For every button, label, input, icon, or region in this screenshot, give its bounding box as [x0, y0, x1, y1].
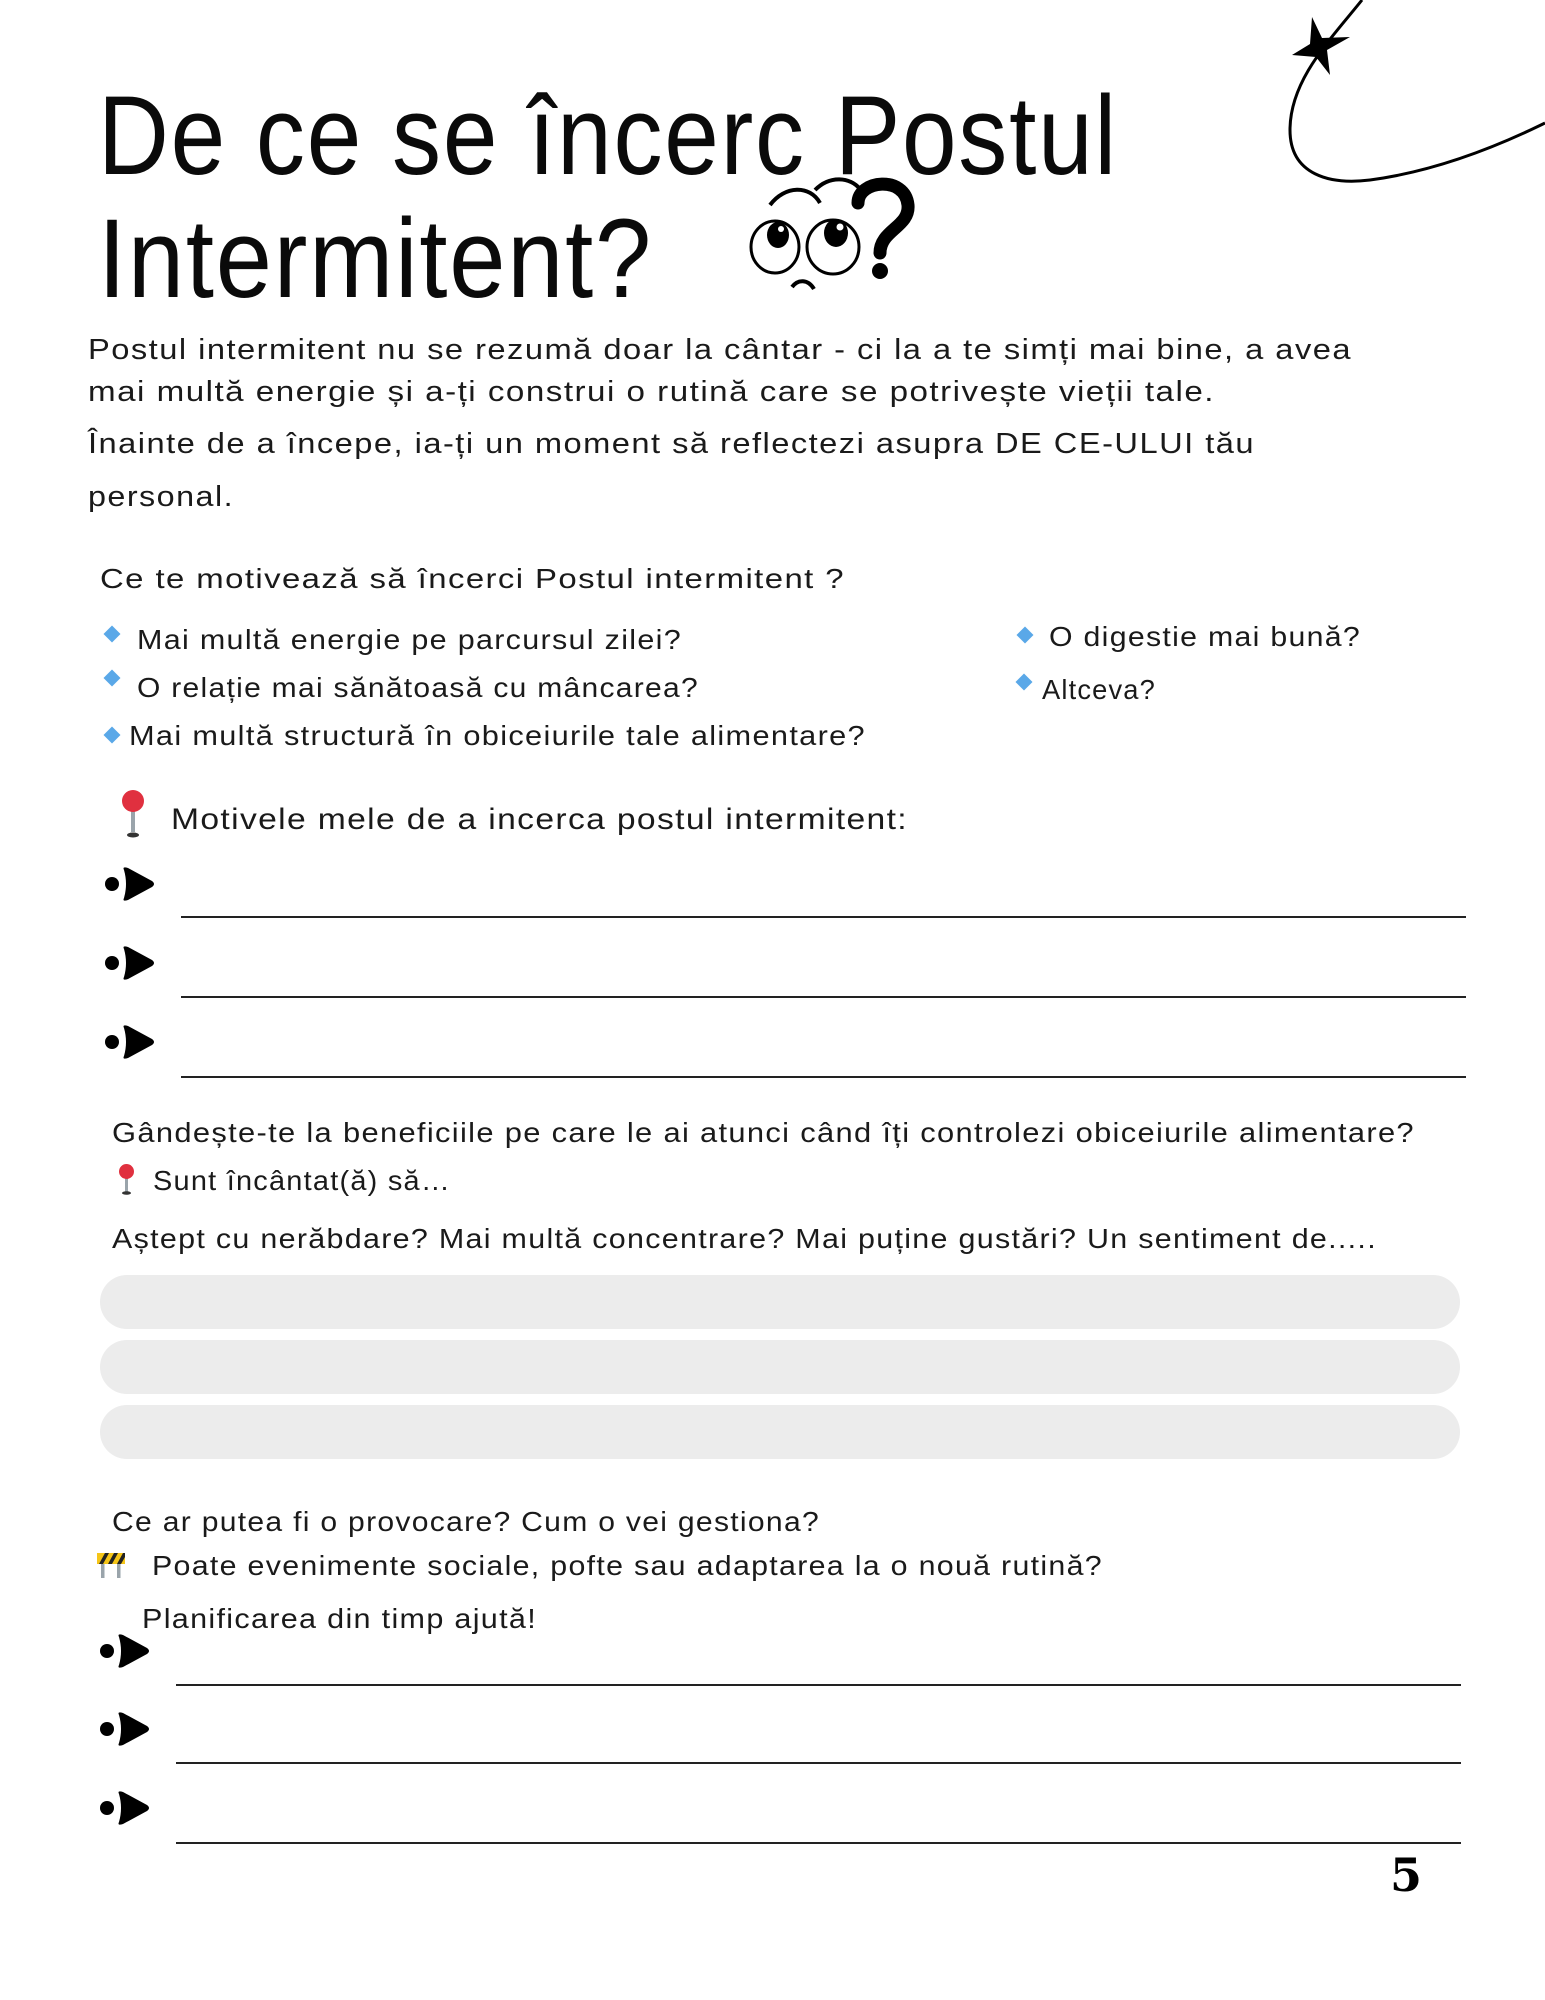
motivation-option: Altceva?: [1042, 674, 1157, 705]
motivation-option: O digestie mai bună?: [1049, 621, 1361, 652]
construction-barrier-icon: [97, 1553, 125, 1578]
answer-line[interactable]: [176, 1684, 1461, 1686]
arrow-bullet-icon: [99, 1633, 151, 1669]
page-title-line-1: De ce se încerc Postul: [98, 73, 1118, 198]
blue-diamond-icon: [104, 670, 121, 687]
answer-line[interactable]: [181, 996, 1466, 998]
answer-line[interactable]: [181, 916, 1466, 918]
answer-line[interactable]: [181, 1076, 1466, 1078]
intro-line-2: mai multă energie și a-ți construi o rutină care se potrivește vieții tale.: [88, 376, 1215, 408]
blue-diamond-icon: [1016, 674, 1033, 691]
arrow-bullet-icon: [104, 1024, 156, 1060]
motivation-question: Ce te motivează să încerci Postul intermitent ?: [100, 563, 845, 594]
blue-diamond-icon: [104, 626, 121, 643]
motivation-option: O relație mai sănătoasă cu mâncarea?: [137, 672, 700, 703]
motivation-option: Mai multă structură în obiceiurile tale alimentare?: [129, 720, 866, 751]
intro-line-3: Înainte de a începe, ia-ți un moment să reflectezi asupra DE CE-ULUI tău: [88, 428, 1255, 460]
arrow-bullet-icon: [99, 1711, 151, 1747]
benefits-hint: Aștept cu nerăbdare? Mai multă concentrare? Mai puține gustări? Un sentiment de.....: [112, 1223, 1377, 1254]
reasons-heading: Motivele mele de a incerca postul intermitent:: [171, 803, 909, 836]
text-field[interactable]: [100, 1405, 1460, 1459]
challenges-question: Ce ar putea fi o provocare? Cum o vei gestiona?: [112, 1506, 821, 1537]
page-number: 5: [1390, 1848, 1423, 1902]
challenges-tip: Planificarea din timp ajută!: [142, 1603, 538, 1634]
pushpin-icon: [117, 1164, 137, 1196]
blue-diamond-icon: [1017, 627, 1034, 644]
answer-line[interactable]: [176, 1842, 1461, 1844]
blue-diamond-icon: [104, 727, 121, 744]
intro-line-4: personal.: [88, 481, 234, 513]
page-title-line-2: Intermitent?: [98, 196, 654, 321]
answer-line[interactable]: [176, 1762, 1461, 1764]
benefits-question: Gândește-te la beneficiile pe care le ai atunci când îți controlezi obiceiurile alimentare?: [112, 1117, 1415, 1148]
intro-line-1: Postul intermitent nu se rezumă doar la cântar - ci la a te simți mai bine, a avea: [88, 334, 1353, 366]
eyes-question-icon: [740, 175, 920, 295]
challenges-hint: Poate evenimente sociale, pofte sau adaptarea la o nouă rutină?: [152, 1550, 1103, 1581]
text-field[interactable]: [100, 1340, 1460, 1394]
text-field[interactable]: [100, 1275, 1460, 1329]
arrow-bullet-icon: [104, 945, 156, 981]
benefits-prompt: Sunt încântat(ă) să…: [153, 1165, 451, 1196]
pushpin-icon: [120, 790, 146, 840]
motivation-option: Mai multă energie pe parcursul zilei?: [137, 624, 682, 655]
arrow-bullet-icon: [104, 866, 156, 902]
arrow-bullet-icon: [99, 1790, 151, 1826]
